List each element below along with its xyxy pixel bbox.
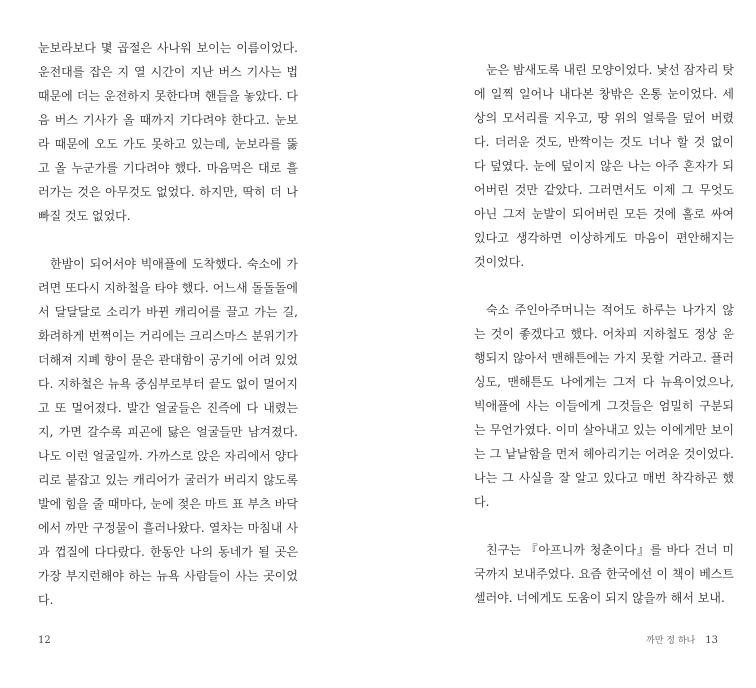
left-paragraph-1: 눈보라보다 몇 곱절은 사나워 보이는 이름이었다. 운전대를 잡은 지 열 시간이 지난 버스 기사는 법 때문에 더는 운전하지 못한다며 핸들을 놓았다. 다음 버스 기사가 올 때까지 기다려야 한다고. 눈보라 때문에 오도 가도 못하고 있는데, 눈보라를 뚫고 올 누군가를 기다려야 했다. 마음먹은 대로 흘러가는 것은 아무것도 없었다. 하지만, 딱히 더 나빠질 것도 없었다. — [38, 41, 298, 223]
running-head: 까만 정 하나 — [646, 636, 696, 646]
right-page — [378, 0, 756, 688]
right-paragraph-3: 친구는 『아프니까 청춘이다』를 바다 건너 미국까지 보내주었다. 요즘 한국에선 이 책이 베스트셀러야. 너에게도 도움이 되지 않을까 해서 보내. — [474, 543, 734, 605]
left-page-number: 12 — [38, 635, 51, 646]
right-paragraph-2: 숙소 주인아주머니는 적어도 하루는 나가지 않는 것이 좋겠다고 했다. 어차피 지하철도 정상 운행되지 않아서 맨해튼에는 가지 못할 거라고. 플러싱도, 맨해튼도 나에게는 그저 다 뉴욕이었으나, 빅애플에 사는 이들에게 그것들은 엄밀히 구분되는 무언가였다. 이미 살아내고 있는 이에게만 보이는 그 낱낱함을 먼저 헤아리기는 어려운 것이었다. 나는 그 사실을 잘 알고 있다고 매번 착각하곤 했다. — [474, 303, 734, 509]
right-text-column — [474, 58, 734, 610]
left-paragraph-2: 한밤이 되어서야 빅애플에 도착했다. 숙소에 가려면 또다시 지하철을 타야 했다. 어느새 돌돌돌에서 달달달로 소리가 바뀐 캐리어를 끌고 가는 길, 화려하게 번쩍이는 거리에는 크리스마스 분위기가 더해져 지폐 향이 묻은 관대함이 공기에 어려 있었다. 지하철은 뉴욕 중심부로부터 끝도 없이 멀어지고 또 멀어졌다. 발간 얼굴들은 진즉에 다 내렸는지, 가면 갈수록 피곤에 닳은 얼굴들만 남겨졌다. 나도 이런 얼굴일까. 가까스로 앉은 자리에서 양다리로 붙잡고 있는 캐리어가 굴러가 버리지 않도록 발에 힘을 줄 때마다, 눈에 젖은 마트 표 부츠 바닥에서 까만 구정물이 흘러나왔다. 열차는 마침내 사과 껍질에 다다랐다. 한동안 나의 동네가 될 곳은 가장 부지런해야 하는 뉴욕 사람들이 사는 곳이었다. — [38, 257, 298, 607]
right-page-number: 13 — [705, 635, 718, 646]
right-paragraph-1: 눈은 밤새도록 내린 모양이었다. 낯선 잠자리 탓에 일찍 일어나 내다본 창밖은 온통 눈이었다. 세상의 모서리를 지우고, 땅 위의 얼룩을 덮어 버렸다. 더러운 것도, 반짝이는 것도 너나 할 것 없이 다 덮였다. 눈에 덮이지 않은 나는 아주 혼자가 되어버린 것만 같았다. 그러면서도 이제 그 무엇도 아닌 그저 눈발이 되어버린 모든 것에 홀로 싸여 있다고 생각하면 이상하게도 마음이 편안해지는 것이었다. — [474, 63, 734, 269]
right-footer — [646, 634, 718, 648]
left-text-column — [38, 36, 298, 612]
